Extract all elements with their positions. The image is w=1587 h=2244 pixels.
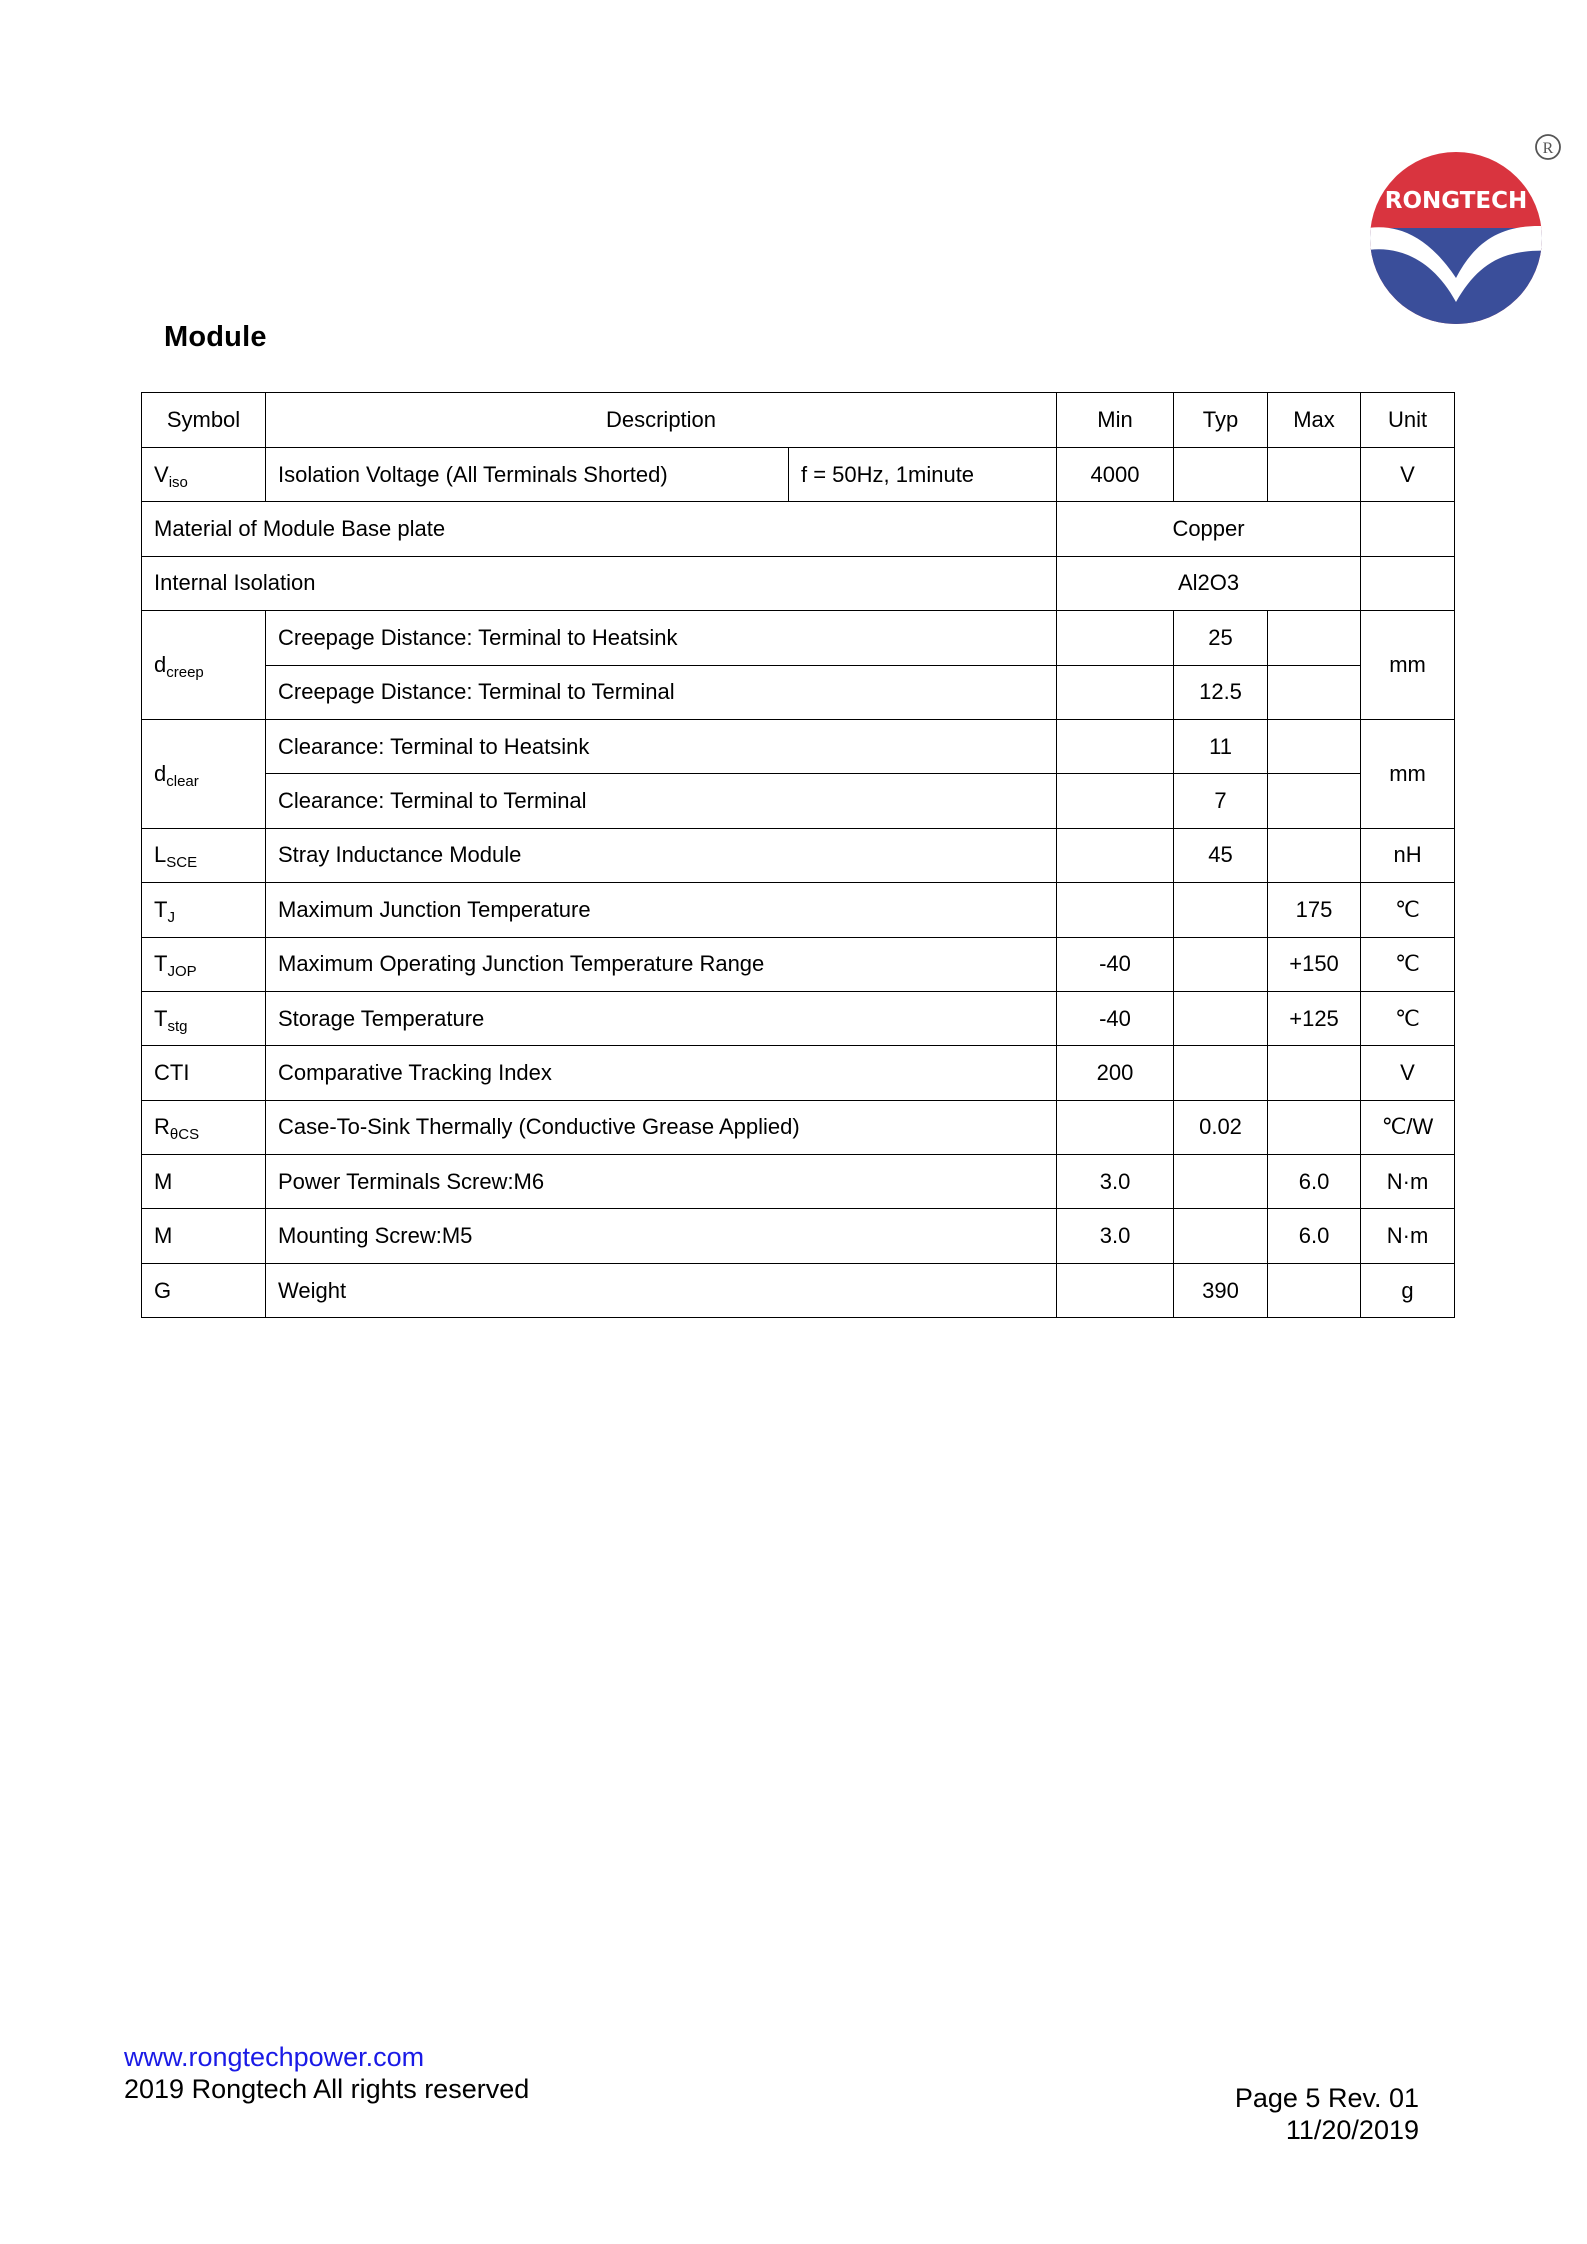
symbol-cell: $d_{creep}$: [142, 611, 266, 720]
table-row: [142, 883, 1455, 937]
copyright: 2019 Rongtech All rights reserved: [124, 2074, 530, 2104]
unit-cell: V: [1361, 448, 1455, 502]
unit-cell: [1361, 502, 1455, 556]
unit-cell: mm: [1361, 719, 1455, 828]
description-cell: Creepage Distance: Terminal to Heatsink: [266, 611, 1057, 665]
unit-cell: g: [1361, 1263, 1455, 1317]
table-row-dclear-1: [142, 719, 1455, 773]
symbol-cell: $T_{stg}$: [142, 991, 266, 1045]
description-cell: Clearance: Terminal to Heatsink: [266, 719, 1057, 773]
min-cell: [1057, 774, 1174, 828]
typ-cell: [1174, 991, 1268, 1045]
table-header-row: [142, 393, 1455, 448]
min-cell: 3.0: [1057, 1155, 1174, 1209]
table-row-internal-isolation: [142, 556, 1455, 610]
min-cell: [1057, 665, 1174, 719]
description-cell: Internal Isolation: [142, 556, 1057, 610]
typ-cell: 390: [1174, 1263, 1268, 1317]
condition-cell: f = 50Hz, 1minute: [789, 448, 1057, 502]
table-row-base-plate: [142, 502, 1455, 556]
table-row: [142, 1046, 1455, 1100]
unit-cell: mm: [1361, 611, 1455, 720]
symbol-cell: CTI: [142, 1046, 266, 1100]
max-cell: [1268, 828, 1361, 882]
value-cell: Al2O3: [1057, 556, 1361, 610]
unit-cell: [1361, 556, 1455, 610]
table-row: [142, 937, 1455, 991]
table-row-viso: [142, 448, 1455, 502]
table-row: [142, 1100, 1455, 1154]
min-cell: [1057, 1100, 1174, 1154]
description-cell: Clearance: Terminal to Terminal: [266, 774, 1057, 828]
min-cell: 200: [1057, 1046, 1174, 1100]
unit-cell: ℃: [1361, 937, 1455, 991]
typ-cell: [1174, 1046, 1268, 1100]
min-cell: 3.0: [1057, 1209, 1174, 1263]
table-row: [142, 1155, 1455, 1209]
symbol-cell: $R_{\theta CS}$: [142, 1100, 266, 1154]
header-max: Max: [1268, 393, 1361, 448]
unit-cell: N·m: [1361, 1155, 1455, 1209]
description-cell: Weight: [266, 1263, 1057, 1317]
symbol-cell: $T_J$: [142, 883, 266, 937]
typ-cell: [1174, 937, 1268, 991]
registered-mark: R: [1542, 140, 1554, 157]
symbol-cell: G: [142, 1263, 266, 1317]
header-typ: Typ: [1174, 393, 1268, 448]
rongtech-logo: [1368, 128, 1564, 324]
header-description: Description: [266, 393, 1057, 448]
max-cell: [1268, 719, 1361, 773]
description-cell: Maximum Operating Junction Temperature Range: [266, 937, 1057, 991]
max-cell: +125: [1268, 991, 1361, 1045]
min-cell: [1057, 719, 1174, 773]
unit-cell: nH: [1361, 828, 1455, 882]
typ-cell: [1174, 1209, 1268, 1263]
symbol-cell: M: [142, 1209, 266, 1263]
max-cell: [1268, 1263, 1361, 1317]
symbol-cell: M: [142, 1155, 266, 1209]
description-cell: Mounting Screw:M5: [266, 1209, 1057, 1263]
max-cell: [1268, 448, 1361, 502]
min-cell: -40: [1057, 991, 1174, 1045]
symbol-cell: $d_{clear}$: [142, 719, 266, 828]
table-row: [142, 991, 1455, 1045]
typ-cell: [1174, 448, 1268, 502]
typ-cell: 45: [1174, 828, 1268, 882]
typ-cell: 11: [1174, 719, 1268, 773]
typ-cell: 12.5: [1174, 665, 1268, 719]
max-cell: 175: [1268, 883, 1361, 937]
min-cell: [1057, 1263, 1174, 1317]
min-cell: -40: [1057, 937, 1174, 991]
description-cell: Maximum Junction Temperature: [266, 883, 1057, 937]
typ-cell: 7: [1174, 774, 1268, 828]
max-cell: [1268, 611, 1361, 665]
unit-cell: ℃: [1361, 883, 1455, 937]
page-revision: Page 5 Rev. 01: [1234, 2083, 1419, 2113]
value-cell: Copper: [1057, 502, 1361, 556]
table-row: [142, 828, 1455, 882]
revision-date: 11/20/2019: [1285, 2115, 1419, 2145]
description-cell: Creepage Distance: Terminal to Terminal: [266, 665, 1057, 719]
unit-cell: V: [1361, 1046, 1455, 1100]
symbol-cell: $V_{iso}$: [142, 448, 266, 502]
typ-cell: 0.02: [1174, 1100, 1268, 1154]
typ-cell: 25: [1174, 611, 1268, 665]
table-row-dclear-2: [142, 774, 1455, 828]
symbol-cell: $T_{JOP}$: [142, 937, 266, 991]
max-cell: [1268, 1046, 1361, 1100]
header-min: Min: [1057, 393, 1174, 448]
module-spec-table: [141, 392, 1455, 1318]
table-row-dcreep-2: [142, 665, 1455, 719]
max-cell: +150: [1268, 937, 1361, 991]
description-cell: Stray Inductance Module: [266, 828, 1057, 882]
unit-cell: N·m: [1361, 1209, 1455, 1263]
typ-cell: [1174, 1155, 1268, 1209]
description-cell: Material of Module Base plate: [142, 502, 1057, 556]
website-link[interactable]: www.rongtechpower.com: [124, 2042, 425, 2072]
description-cell: Case-To-Sink Thermally (Conductive Grease Applied): [266, 1100, 1057, 1154]
min-cell: [1057, 883, 1174, 937]
logo-text: RONGTECH: [1384, 188, 1528, 214]
description-cell: Comparative Tracking Index: [266, 1046, 1057, 1100]
description-cell: Power Terminals Screw:M6: [266, 1155, 1057, 1209]
max-cell: [1268, 665, 1361, 719]
table-row-dcreep-1: [142, 611, 1455, 665]
unit-cell: ℃: [1361, 991, 1455, 1045]
max-cell: [1268, 774, 1361, 828]
header-symbol: Symbol: [142, 393, 266, 448]
footer-left: [124, 2041, 529, 2105]
typ-cell: [1174, 883, 1268, 937]
min-cell: [1057, 828, 1174, 882]
description-cell: Storage Temperature: [266, 991, 1057, 1045]
min-cell: [1057, 611, 1174, 665]
header-unit: Unit: [1361, 393, 1455, 448]
table-row: [142, 1209, 1455, 1263]
table-row: [142, 1263, 1455, 1317]
footer-right: [1235, 2082, 1419, 2146]
max-cell: 6.0: [1268, 1155, 1361, 1209]
symbol-cell: $L_{SCE}$: [142, 828, 266, 882]
description-cell: Isolation Voltage (All Terminals Shorted): [266, 448, 789, 502]
unit-cell: ℃/W: [1361, 1100, 1455, 1154]
max-cell: 6.0: [1268, 1209, 1361, 1263]
max-cell: [1268, 1100, 1361, 1154]
min-cell: 4000: [1057, 448, 1174, 502]
section-title: Module: [164, 321, 267, 353]
